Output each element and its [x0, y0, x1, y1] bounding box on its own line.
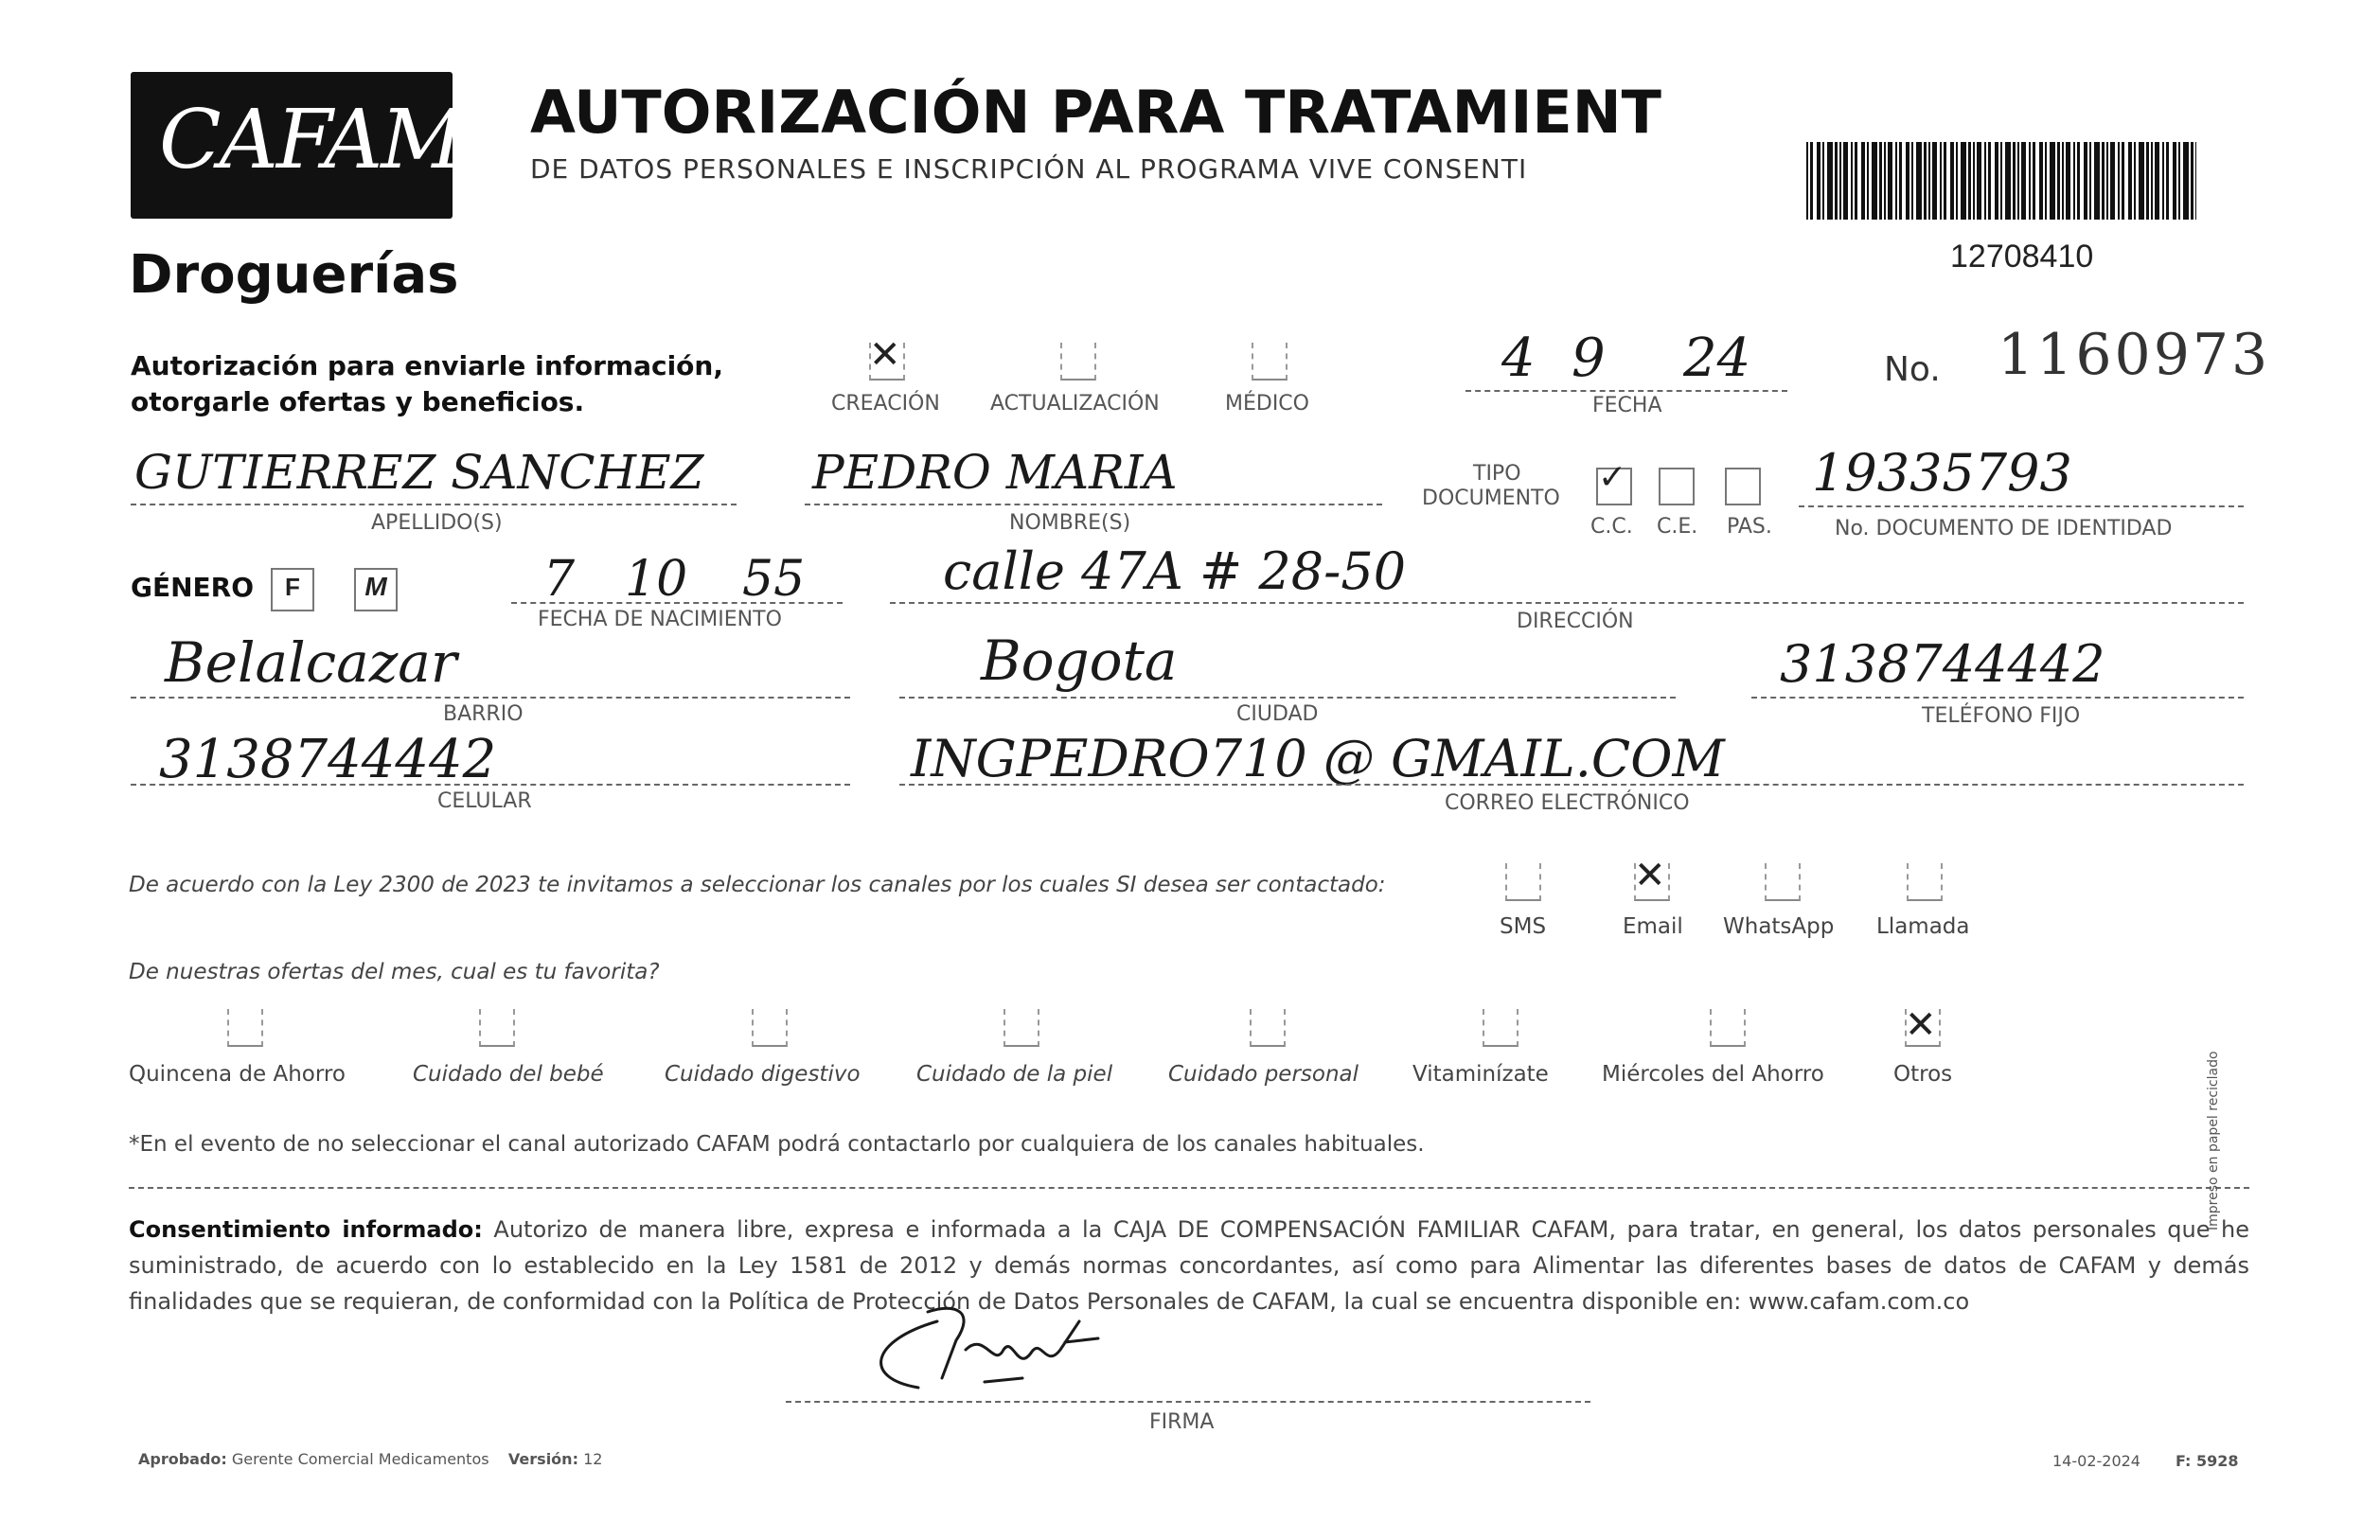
doc-number-label: No. DOCUMENTO DE IDENTIDAD: [1835, 517, 2173, 540]
offer-otros-check-mark: ✕: [1905, 1003, 1937, 1047]
date-label: FECHA: [1592, 394, 1662, 417]
offer-piel-checkbox[interactable]: [1004, 1009, 1039, 1047]
approved-label: Aprobado:: [138, 1450, 227, 1468]
offer-vitaminizate-label: Vitaminízate: [1412, 1062, 1549, 1087]
actualizacion-label: ACTUALIZACIÓN: [990, 392, 1160, 416]
names-label: NOMBRE(S): [1009, 511, 1131, 535]
barcode-number: 12708410: [1950, 239, 2094, 274]
creacion-check-mark: ✕: [869, 333, 901, 377]
form-title: AUTORIZACIÓN PARA TRATAMIENT: [530, 78, 1661, 147]
neighborhood-line: [131, 697, 850, 699]
offer-miercoles-label: Miércoles del Ahorro: [1602, 1062, 1824, 1087]
signature: [852, 1283, 1193, 1397]
signature-label: FIRMA: [1149, 1410, 1215, 1434]
offer-digestivo-label: Cuidado digestivo: [665, 1062, 861, 1087]
form-code: F: 5928: [2176, 1452, 2239, 1470]
offer-otros-label: Otros: [1893, 1062, 1953, 1087]
ce-checkbox[interactable]: [1659, 468, 1695, 505]
authorization-heading: [131, 348, 723, 420]
section-divider: [129, 1187, 2249, 1189]
email-value: INGPEDRO710 @ GMAIL.COM: [911, 729, 1725, 788]
cc-label: C.C.: [1590, 515, 1633, 539]
approved-block: [138, 1450, 602, 1468]
mobile-label: CELULAR: [437, 789, 532, 813]
neighborhood-value: Belalcazar: [165, 630, 457, 695]
consent-text: Autorizo de manera libre, expresa e informada a la CAJA DE COMPENSACIÓN FAMILIAR CAFAM, para tratar, en general, los datos personales que he suministrado, de acuerdo con lo establecido en la Ley 1581 de 2012 y demás normas concordantes, así como para Alimentar las diferentes bases de datos de CAFAM y demás finalidades que se requieran, de conformidad con la Política de Protección de Datos Personales de CAFAM, la cual se encuentra disponible en: www.cafam.com.co: [129, 1216, 2250, 1315]
neighborhood-label: BARRIO: [443, 702, 524, 726]
phone-value: 3138744442: [1780, 634, 2105, 694]
authorization-heading-line2: otorgarle ofertas y beneficios.: [131, 386, 585, 417]
offers-prompt: De nuestras ofertas del mes, cual es tu favorita?: [129, 960, 660, 984]
email-channel-label: Email: [1623, 914, 1683, 939]
gender-f-checkbox[interactable]: F: [271, 568, 314, 611]
email-label: CORREO ELECTRÓNICO: [1445, 791, 1690, 815]
creacion-label: CREACIÓN: [831, 392, 940, 416]
form-subtitle: DE DATOS PERSONALES E INSCRIPCIÓN AL PROGRAMA VIVE CONSENTI: [530, 153, 1528, 185]
actualizacion-checkbox[interactable]: [1060, 343, 1096, 381]
whatsapp-label: WhatsApp: [1723, 914, 1835, 939]
offer-bebe-label: Cuidado del bebé: [413, 1062, 604, 1087]
barcode-icon: [1806, 142, 2196, 220]
surnames-line: [131, 504, 737, 505]
ce-label: C.E.: [1657, 515, 1698, 539]
signature-line: [786, 1401, 1590, 1403]
llamada-label: Llamada: [1876, 914, 1970, 939]
date-day: 4: [1501, 327, 1536, 389]
offer-miercoles-checkbox[interactable]: [1710, 1009, 1746, 1047]
channels-prompt: De acuerdo con la Ley 2300 de 2023 te invitamos a seleccionar los canales por los cuales SI desea ser contactado:: [129, 873, 1386, 897]
names-line: [805, 504, 1382, 505]
llamada-checkbox[interactable]: [1907, 863, 1943, 901]
brand-name: Droguerías: [129, 244, 459, 306]
gender-m-checkbox[interactable]: M: [354, 568, 398, 611]
birth-day: 7: [543, 551, 576, 608]
mobile-value: 3138744442: [159, 729, 497, 790]
birth-year: 55: [742, 551, 806, 608]
offer-quincena-label: Quincena de Ahorro: [129, 1062, 346, 1087]
logo-text: CAFAM: [159, 93, 463, 187]
offer-vitaminizate-checkbox[interactable]: [1483, 1009, 1519, 1047]
offer-piel-label: Cuidado de la piel: [916, 1062, 1113, 1087]
email-line: [899, 784, 2244, 786]
whatsapp-checkbox[interactable]: [1765, 863, 1801, 901]
city-value: Bogota: [981, 628, 1178, 693]
offer-personal-checkbox[interactable]: [1250, 1009, 1286, 1047]
form-number: 1160973: [1998, 322, 2271, 388]
cc-check-mark: ✓: [1598, 458, 1627, 497]
recycled-paper-note: Impreso en papel reciclado: [2206, 1051, 2221, 1230]
medico-label: MÉDICO: [1225, 392, 1309, 416]
authorization-heading-line1: Autorización para enviarle información,: [131, 350, 723, 381]
city-line: [899, 697, 1676, 699]
version-value: 12: [583, 1450, 603, 1468]
email-check-mark: ✕: [1634, 854, 1666, 897]
sms-label: SMS: [1500, 914, 1547, 939]
doc-number-line: [1799, 505, 2244, 507]
birth-line: [511, 602, 843, 604]
medico-checkbox[interactable]: [1252, 343, 1288, 381]
phone-line: [1751, 697, 2244, 699]
surnames-value: GUTIERREZ SANCHEZ: [134, 445, 704, 500]
offer-bebe-checkbox[interactable]: [479, 1009, 515, 1047]
sms-checkbox[interactable]: [1505, 863, 1541, 901]
birth-label: FECHA DE NACIMIENTO: [538, 608, 782, 631]
doc-number-value: 19335793: [1812, 443, 2072, 503]
address-line: [890, 602, 2244, 604]
footer-date: 14-02-2024: [2052, 1452, 2140, 1470]
offer-quincena-checkbox[interactable]: [227, 1009, 263, 1047]
date-month: 9: [1572, 327, 1606, 389]
version-label: Versión:: [507, 1450, 578, 1468]
date-year: 24: [1683, 327, 1751, 389]
form-number-prefix: No.: [1884, 350, 1941, 389]
names-value: PEDRO MARIA: [812, 445, 1178, 500]
offer-personal-label: Cuidado personal: [1168, 1062, 1359, 1087]
address-label: DIRECCIÓN: [1517, 610, 1634, 633]
surnames-label: APELLIDO(S): [371, 511, 503, 535]
address-value: calle 47A # 28-50: [943, 541, 1407, 601]
phone-label: TELÉFONO FIJO: [1922, 704, 2081, 728]
consent-heading: Consentimiento informado:: [129, 1216, 483, 1243]
mobile-line: [131, 784, 850, 786]
city-label: CIUDAD: [1236, 702, 1319, 726]
doc-type-label-2: DOCUMENTO: [1422, 487, 1560, 510]
gender-label: GÉNERO: [131, 572, 255, 603]
doc-type-label-1: TIPO: [1473, 462, 1521, 486]
approved-by: Gerente Comercial Medicamentos: [231, 1450, 489, 1468]
pas-label: PAS.: [1727, 515, 1772, 539]
date-line: [1465, 390, 1787, 392]
default-channel-note: *En el evento de no seleccionar el canal autorizado CAFAM podrá contactarlo por cualquiera de los canales habituales.: [129, 1132, 1425, 1157]
offer-digestivo-checkbox[interactable]: [752, 1009, 788, 1047]
pas-checkbox[interactable]: [1725, 468, 1761, 505]
birth-month: 10: [625, 551, 688, 608]
